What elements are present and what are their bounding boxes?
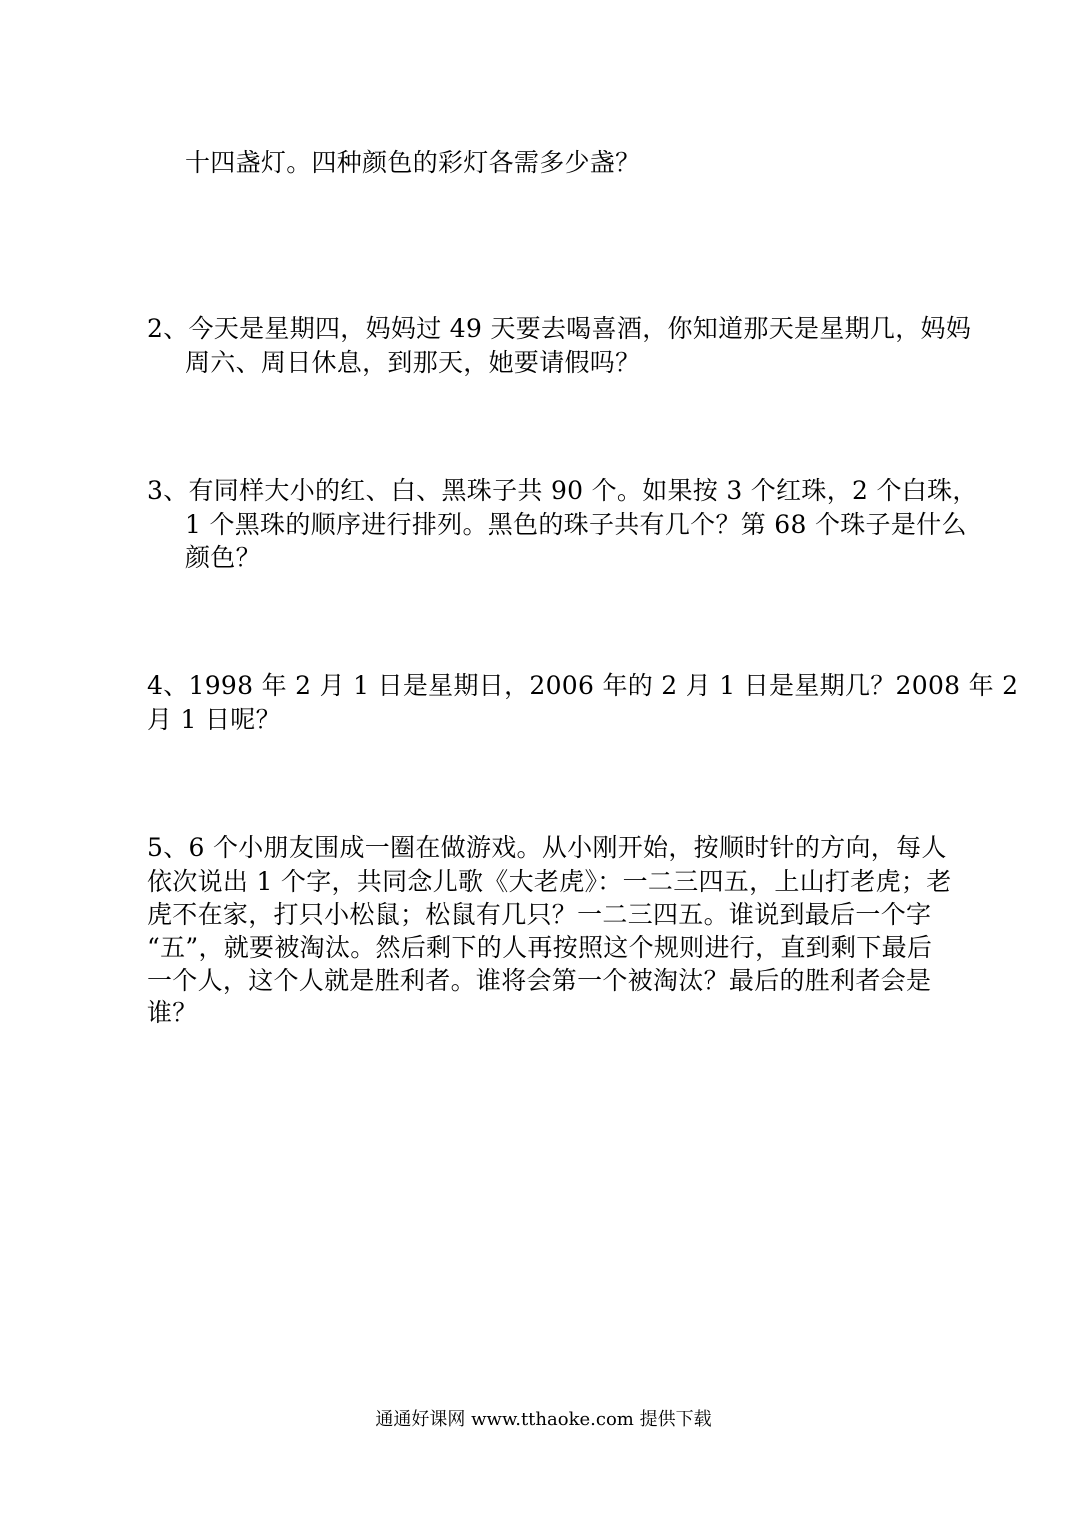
question-5-line-4: “五”，就要被淘汰。然后剩下的人再按照这个规则进行，直到剩下最后 [147, 933, 933, 962]
question-5-line-1: 5、6 个小朋友围成一圈在做游戏。从小刚开始，按顺时针的方向，每人 [147, 833, 947, 862]
question-1-tail: 十四盏灯。四种颜色的彩灯各需多少盏？ [185, 148, 641, 177]
question-3-line-2: 1 个黑珠的顺序进行排列。黑色的珠子共有几个？第 68 个珠子是什么 [185, 510, 967, 539]
question-4-line-1: 4、1998 年 2 月 1 日是星期日，2006 年的 2 月 1 日是星期几？2008 年 2 [147, 671, 1019, 700]
question-2-line-2: 周六、周日休息，到那天，她要请假吗？ [185, 348, 641, 377]
question-3-line-3: 颜色？ [185, 543, 261, 572]
question-5-line-6: 谁？ [147, 998, 198, 1027]
page-footer: 通通好课网 www.tthaoke.com 提供下载 [375, 1409, 712, 1430]
question-5-line-5: 一个人，这个人就是胜利者。谁将会第一个被淘汰？最后的胜利者会是 [147, 966, 932, 995]
question-2-line-1: 2、今天是星期四，妈妈过 49 天要去喝喜酒，你知道那天是星期几，妈妈 [147, 314, 972, 343]
question-4-line-2: 月 1 日呢？ [147, 705, 281, 734]
question-3-line-1: 3、有同样大小的红、白、黑珠子共 90 个。如果按 3 个红珠，2 个白珠， [147, 476, 978, 505]
question-5-line-3: 虎不在家，打只小松鼠；松鼠有几只？一二三四五。谁说到最后一个字 [147, 900, 932, 929]
question-5-line-2: 依次说出 1 个字，共同念儿歌《大老虎》：一二三四五，上山打老虎；老 [147, 867, 952, 896]
